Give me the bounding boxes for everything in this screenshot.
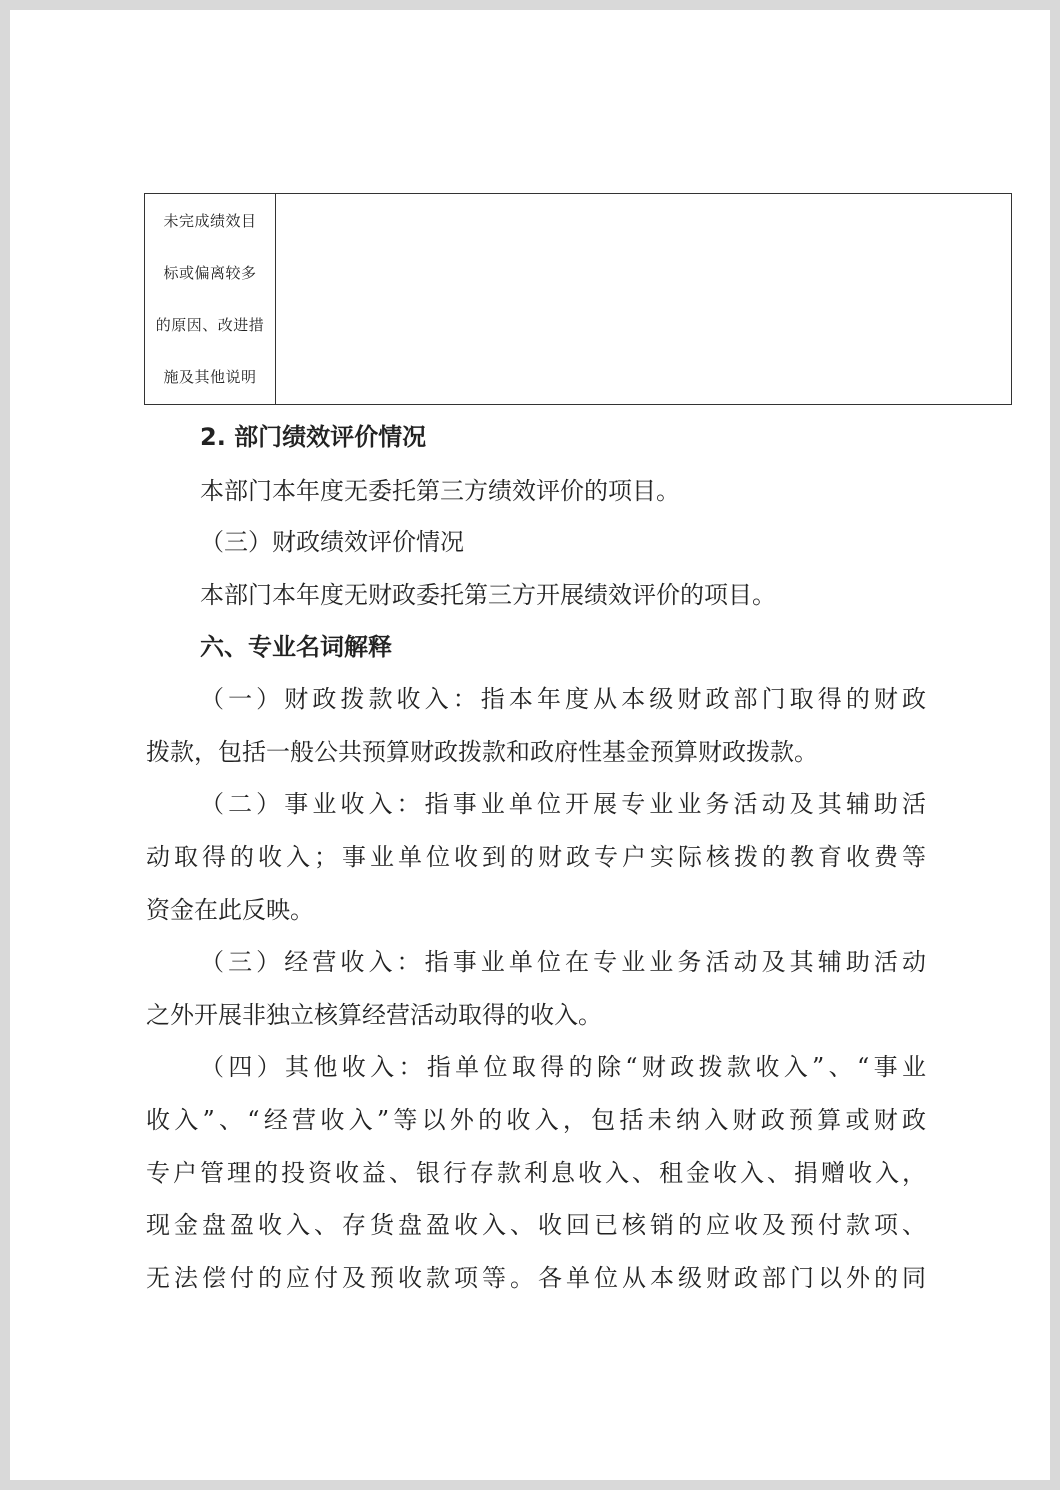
definition-line: 资金在此反映。	[146, 896, 314, 924]
table-label-line: 标或偏离较多	[163, 264, 257, 282]
section-3-heading: （三）财政绩效评价情况	[200, 528, 464, 556]
definition-line: （一）财政拨款收入：指本年度从本级财政部门取得的财政	[200, 685, 926, 713]
definition-line: 专户管理的投资收益、银行存款利息收入、租金收入、捐赠收入，	[146, 1159, 926, 1187]
definition-line: 收入”、“经营收入”等以外的收入，包括未纳入财政预算或财政	[146, 1106, 926, 1134]
definition-line: 之外开展非独立核算经营活动取得的收入。	[146, 1001, 602, 1029]
document-page	[10, 10, 1050, 1480]
section-3-text: 本部门本年度无财政委托第三方开展绩效评价的项目。	[200, 581, 776, 609]
definition-line: 无法偿付的应付及预收款项等。各单位从本级财政部门以外的同	[146, 1264, 926, 1292]
table-label-cell	[145, 194, 276, 404]
performance-table	[144, 193, 1012, 405]
definition-line: （二）事业收入：指事业单位开展专业业务活动及其辅助活	[200, 790, 926, 818]
definition-line: 现金盘盈收入、存货盘盈收入、收回已核销的应收及预付款项、	[146, 1211, 926, 1239]
section-6-heading: 六、专业名词解释	[200, 633, 392, 661]
table-label-line: 的原因、改进措	[155, 316, 265, 334]
table-label-line: 施及其他说明	[163, 368, 257, 386]
table-label-line: 未完成绩效目	[163, 212, 257, 230]
definition-line: （四）其他收入：指单位取得的除“财政拨款收入”、“事业	[200, 1053, 926, 1081]
definition-line: 动取得的收入；事业单位收到的财政专户实际核拨的教育收费等	[146, 843, 926, 871]
section-2-text: 本部门本年度无委托第三方绩效评价的项目。	[200, 477, 680, 505]
table-content-cell	[276, 194, 1011, 404]
definition-line: 拨款，包括一般公共预算财政拨款和政府性基金预算财政拨款。	[146, 738, 818, 766]
definition-line: （三）经营收入：指事业单位在专业业务活动及其辅助活动	[200, 948, 926, 976]
section-2-heading: 2. 部门绩效评价情况	[200, 423, 427, 451]
